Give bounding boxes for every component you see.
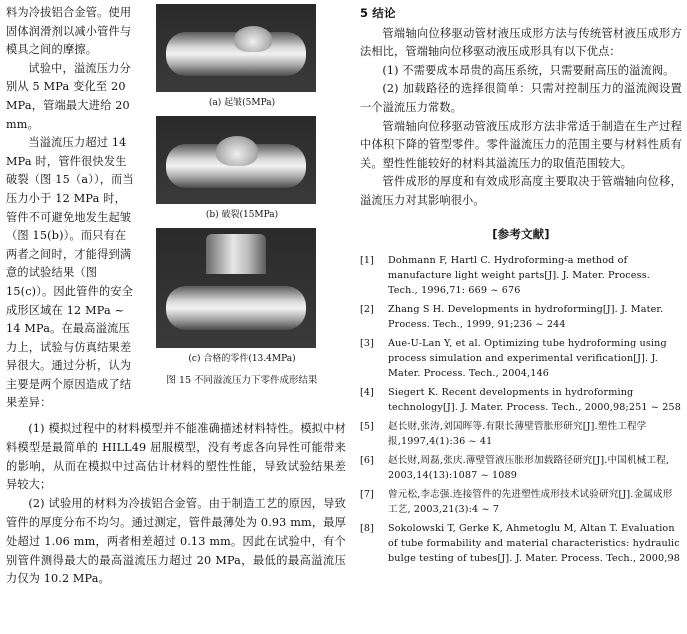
- reference-text: Aue-U-Lan Y, et al. Optimizing tube hydroforming using process simulation and experimental verification[J]. J. Mater. Process. Tech., 2004,146: [388, 338, 667, 380]
- reference-item: [360, 453, 682, 483]
- reference-text: Siegert K. Recent developments in hydroforming technology[J]. J. Mater. Process. Tech., 2000,98;251 ~ 258: [388, 387, 681, 414]
- paragraph: 管件成形的厚度和有效成形高度主要取决于管端轴向位移，溢流压力对其影响很小。: [360, 175, 682, 207]
- paragraph: (2) 试验用的材料为冷拔铝合金管。由于制造工艺的原因，导致管件的厚度分布不均匀。通过测定，管件最薄处为 0.93 mm，最厚处超过 1.06 mm，两者相差超过 0.13 mm。因此在试验中，有个别管件测得最大的最高溢流压力超过 20 MPa，最低的最高溢流压力仅为 10.2 MPa。: [6, 497, 346, 586]
- paragraph: 料为冷拔铝合金管。使用固体润滑剂以减小管件与模具之间的摩擦。: [6, 6, 132, 57]
- paragraph: (1) 不需要成本昂贵的高压系统，只需要耐高压的溢流阀。: [382, 63, 675, 77]
- paragraph: (2) 加载路径的选择很简单：只需对控制压力的溢流阀设置一个溢流压力常数。: [360, 82, 682, 114]
- left-full-width-text: [6, 420, 346, 589]
- reference-number: [7]: [360, 489, 375, 501]
- reference-number: [1]: [360, 255, 375, 267]
- paragraph: 当溢流压力超过 14 MPa 时，管件很快发生破裂（图 15（a）），而当压力小于 12 MPa 时，管件不可避免地发生起皱（图 15(b)）。而只有在两者之间时，才能得到满意的试验结果（图 15(c)）。因此管件的安全成形区域在 12 MPa ~ 14 MPa。在最高溢流压力上，试验与仿真结果差异很大。通过分析，认为主要是两个原因造成了结果差异：: [6, 136, 134, 410]
- sub-caption-c: (c) 合格的零件(13.4MPa): [188, 354, 296, 364]
- right-column: [360, 4, 682, 570]
- paragraph: 管端轴向位移驱动管液压成形方法非常适于制造在生产过程中体积下降的管型零件。零件溢流压力的范围主要与材料性质有关。塑性性能较好的材料其溢流压力的取值范围较大。: [360, 119, 682, 170]
- burst-bump: [216, 136, 258, 166]
- section-title: 5 结论: [360, 6, 396, 20]
- tee-branch: [206, 234, 266, 274]
- paragraph: (1) 模拟过程中的材料模型并不能准确描述材料特性。模拟中材料模型是最简单的 HILL49 屈服模型，没有考虑各向异性可能带来的影响，从而在模拟中过高估计材料的塑性性能，导致试验结果差异较大；: [6, 422, 346, 492]
- wrinkle-bump: [234, 26, 272, 52]
- reference-item: [360, 253, 682, 298]
- sub-caption-b: (b) 破裂(15MPa): [205, 210, 279, 220]
- reference-text: 赵长财,张涛,刘国晖等.有限长薄壁管胀形研究[J].塑性工程学报,1997,4(1):36 ~ 41: [388, 421, 647, 448]
- reference-number: [4]: [360, 387, 375, 399]
- reference-number: [8]: [360, 523, 375, 535]
- reference-number: [2]: [360, 304, 375, 316]
- reference-text: 曾元松,李志强.连接管件的先进塑性成形技术试验研究[J].金属成形工艺, 2003,21(3):4 ~ 7: [388, 489, 673, 516]
- reference-text: Sokolowski T, Gerke K, Ahmetoglu M, Altan T. Evaluation of tube formability and material characteristics: hydraulic bulge testing of tubes[J]. J. Mater. Process. Tech., 2000,98: [388, 523, 681, 565]
- tube-shape: [166, 286, 306, 330]
- reference-item: [360, 521, 682, 566]
- figure-15: [148, 4, 336, 386]
- photo-burst-tube: [156, 116, 316, 204]
- reference-list: [360, 253, 682, 566]
- reference-text: 赵长财,周磊,张庆.薄壁管液压胀形加载路径研究[J].中国机械工程, 2003,14(13):1087 ~ 1089: [388, 455, 670, 482]
- sub-caption-a: (a) 起皱(5MPa): [208, 98, 276, 108]
- paragraph: 管端轴向位移驱动管材液压成形方法与传统管材液压成形方法相比，管端轴向位移驱动液压成形具有以下优点：: [360, 26, 682, 59]
- reference-number: [5]: [360, 421, 375, 433]
- reference-item: [360, 419, 682, 449]
- figure-caption: 图 15 不同溢流压力下零件成形结果: [166, 375, 318, 386]
- reference-number: [6]: [360, 455, 375, 467]
- references-title: [参考文献]: [492, 226, 550, 241]
- reference-item: [360, 336, 682, 381]
- reference-text: Dohmann F, Hartl C. Hydroforming-a method of manufacture light weight parts[J]. J. Mater. Process. Tech., 1996,71: 669 ~ 676: [388, 255, 650, 297]
- narrow-text-block: [6, 4, 136, 413]
- paragraph: 试验中，溢流压力分别从 5 MPa 变化至 20 MPa，管端最大进给 20 mm。: [6, 61, 131, 131]
- photo-wrinkled-tube: [156, 4, 316, 92]
- reference-text: Zhang S H. Developments in hydroforming[J]. J. Mater. Process. Tech., 1999, 91;236 ~ 244: [388, 304, 664, 331]
- reference-item: [360, 302, 682, 332]
- reference-item: [360, 487, 682, 517]
- reference-number: [3]: [360, 338, 375, 350]
- photo-qualified-part: [156, 228, 316, 348]
- reference-item: [360, 385, 682, 415]
